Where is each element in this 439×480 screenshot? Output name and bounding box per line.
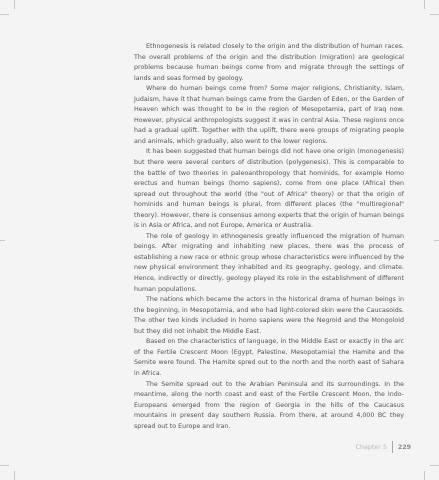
paragraph: Ethnogenesis is related closely to the origin and the distribution of human races. The overall problems of the origin and the distribution (migration) are geological problems because human beings come from and migrate through the settings of lands and seas formed by geology. xyxy=(134,43,404,82)
footer-divider xyxy=(392,441,393,453)
paragraph: The nations which became the actors in the historical drama of human beings in the beginning, in Mesopotamia, and who had light-colored skin were the Caucasoids. The other two kinds included in homo sapiens were the Negroid and the Mongoloid but they did not inhabit the Middle East. xyxy=(134,296,404,335)
paragraph: Where do human beings come from? Some major religions, Christianity, Islam, Judaism, have it that human beings came from the Garden of Eden, or the Garden of Heaven which was thought to be in the region of Mesopotamia, part of Iraq now. However, physical anthropologists suggest it was in central Asia. These regions once had a gradual uplift. Together with the uplift, there were groups of migrating people and animals, which gradually, also went to the lower regions. xyxy=(134,85,404,145)
paragraph: The role of geology in ethnogenesis greatly influenced the migration of human beings. After migrating and inhabiting new places, there was the process of establishing a new race or ethnic group whose characteristics were influenced by the new physical environment they inhabited and its geography, geology, and climate. Hence, indirectly or directly, geology played its role in the establishment of different human populations. xyxy=(134,232,404,293)
paragraph: Based on the characteristics of language, in the Middle East or exactly in the arc of the Fertile Crescent Moon (Egypt, Palestine, Mesopotamia) the Hamite and the Semite were found. The Hamite spred out to the north and the north east of Sahara in Africa. xyxy=(134,338,404,377)
chapter-label: Chapter 5 xyxy=(355,443,387,451)
crop-mark xyxy=(14,0,15,9)
crop-mark xyxy=(430,14,439,15)
crop-mark xyxy=(0,465,9,466)
crop-mark xyxy=(430,465,439,466)
crop-mark xyxy=(424,471,425,480)
page-footer xyxy=(356,441,411,453)
crop-mark xyxy=(0,14,9,15)
crop-mark xyxy=(434,240,439,241)
crop-mark xyxy=(14,471,15,480)
paragraph: The Semite spread out to the Arabian Peninsula and its surroundings. In the meantime, along the north coast and east of the Fertile Crescent Moon, the Indo-Europeans emerged from the region of Georgia in the hills of the Caucasus mountains in present day southern Russia. From there, at around 4,000 BC they spread out to Europe and Iran. xyxy=(134,380,404,430)
page-number: 229 xyxy=(397,443,411,451)
paragraph: It has been suggested that human beings did not have one origin (monogenesis) but there were several centers of distribution (polygenesis). This is comparable to the battle of two theories in paleoanthropology that hominids, for example Homo erectus and human beings (homo sapiens), come from one place (Africa) then spread out throughout the world (the "out of Africa" theory) or that the origin of hominids and human beings is plural, from different places (the "multiregional" theory). However, there is consensus among experts that the origin of human beings is in Asia or Africa, and not Europe, America or Australia. xyxy=(134,148,404,230)
body-text xyxy=(134,42,404,432)
crop-mark xyxy=(424,0,425,9)
crop-mark xyxy=(0,240,5,241)
